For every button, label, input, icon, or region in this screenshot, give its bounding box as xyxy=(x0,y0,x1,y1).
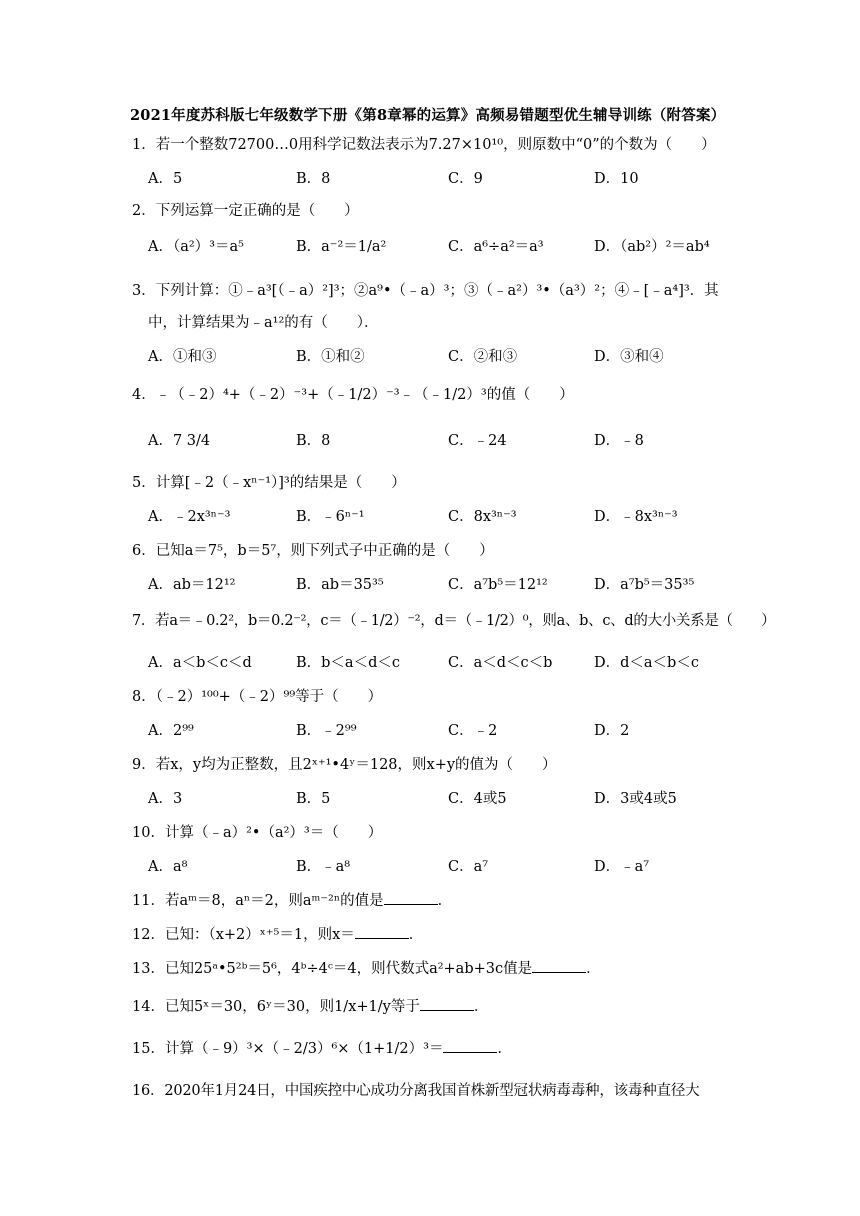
question-1: 1．若一个整数72700…0用科学记数法表示为7.27×10¹⁰，则原数中“0”的个数为（ ） xyxy=(132,137,716,153)
question-10-options xyxy=(148,856,738,880)
document-title: 2021年度苏科版七年级数学下册《第8章幂的运算》高频易错题型优生辅导训练（附答案） xyxy=(130,107,726,124)
option-d: D．③和④ xyxy=(594,349,664,365)
question-8: 8．（﹣2）¹⁰⁰+（﹣2）⁹⁹等于（ ） xyxy=(132,689,383,705)
question-9: 9．若x，y均为正整数，且2ˣ⁺¹•4ʸ＝128，则x+y的值为（ ） xyxy=(132,757,557,773)
question-11 xyxy=(132,890,738,912)
question-3: 3．下列计算：①﹣a³[（﹣a）²]³；②a⁹•（﹣a）³；③（﹣a²）³•（a³）²；④﹣[﹣a⁴]³．其 xyxy=(132,283,719,299)
question-11-text: 11．若aᵐ＝8，aⁿ＝2，则aᵐ⁻²ⁿ的值是 xyxy=(132,893,384,909)
option-c: C．﹣2 xyxy=(448,723,498,739)
question-7-options xyxy=(148,652,738,676)
option-a: A．a＜b＜c＜d xyxy=(148,655,252,671)
option-a: A．ab＝12¹² xyxy=(148,577,236,593)
option-c: C．a＜d＜c＜b xyxy=(448,655,553,671)
question-6-options xyxy=(148,574,738,598)
question-3-options xyxy=(148,346,738,370)
option-d: D．﹣a⁷ xyxy=(594,859,650,875)
question-1-options xyxy=(148,168,738,192)
option-a: A．2⁹⁹ xyxy=(148,723,194,739)
question-5: 5．计算[﹣2（﹣xⁿ⁻¹）]³的结果是（ ） xyxy=(132,475,406,491)
question-6: 6．已知a＝7⁵，b＝5⁷，则下列式子中正确的是（ ） xyxy=(132,543,494,559)
option-b: B．﹣2⁹⁹ xyxy=(296,723,357,739)
option-d: D．﹣8 xyxy=(594,433,644,449)
option-d: D．2 xyxy=(594,723,630,739)
question-7: 7．若a＝﹣0.2²，b＝0.2⁻²，c＝（﹣1/2）⁻²，d＝（﹣1/2）⁰，则a、b、c、d的大小关系是（ ） xyxy=(132,613,776,629)
option-a: A．①和③ xyxy=(148,349,217,365)
question-14 xyxy=(132,996,738,1018)
option-c: C．a⁷b⁵＝12¹² xyxy=(448,577,548,593)
question-4-options xyxy=(148,430,738,454)
question-12 xyxy=(132,924,738,946)
option-b: B．ab＝35³⁵ xyxy=(296,577,384,593)
question-2: 2．下列运算一定正确的是（ ） xyxy=(132,203,359,219)
option-b: B．﹣a⁸ xyxy=(296,859,351,875)
answer-blank xyxy=(443,1038,497,1053)
option-b: B．a⁻²＝1/a² xyxy=(296,239,387,255)
question-13-end: ． xyxy=(586,961,601,977)
option-c: C．﹣24 xyxy=(448,433,507,449)
question-3-continued: 中，计算结果为﹣a¹²的有（ ）． xyxy=(148,315,379,331)
option-d: D．a⁷b⁵＝35³⁵ xyxy=(594,577,695,593)
option-b: B．5 xyxy=(296,791,331,807)
answer-blank xyxy=(420,996,474,1011)
option-a: A．（a²）³＝a⁵ xyxy=(148,239,244,255)
question-12-text: 12．已知：（x+2）ˣ⁺⁵＝1，则x＝ xyxy=(132,927,355,943)
option-d: D．10 xyxy=(594,171,639,187)
answer-blank xyxy=(355,924,409,939)
question-11-end: ． xyxy=(437,893,453,909)
question-12-end: ． xyxy=(408,927,424,943)
answer-blank xyxy=(384,890,438,905)
option-d: D．d＜a＜b＜c xyxy=(594,655,699,671)
option-c: C．a⁷ xyxy=(448,859,489,875)
question-9-options xyxy=(148,788,738,812)
option-d: D．（ab²）²＝ab⁴ xyxy=(594,239,710,255)
question-4: 4．﹣（﹣2）⁴+（﹣2）⁻³+（﹣1/2）⁻³﹣（﹣1/2）³的值（ ） xyxy=(132,387,574,403)
option-c: C．②和③ xyxy=(448,349,518,365)
question-14-end: ． xyxy=(473,999,489,1015)
question-15 xyxy=(132,1038,738,1060)
option-b: B．8 xyxy=(296,171,331,187)
option-a: A．3 xyxy=(148,791,183,807)
question-13 xyxy=(132,958,738,980)
option-a: A．﹣2x³ⁿ⁻³ xyxy=(148,509,231,525)
question-5-options xyxy=(148,506,738,530)
option-c: C．4或5 xyxy=(448,791,507,807)
option-b: B．8 xyxy=(296,433,331,449)
option-b: B．b＜a＜d＜c xyxy=(296,655,400,671)
option-b: B．①和② xyxy=(296,349,365,365)
option-c: C．9 xyxy=(448,171,483,187)
option-d: D．﹣8x³ⁿ⁻³ xyxy=(594,509,678,525)
option-d: D．3或4或5 xyxy=(594,791,677,807)
option-c: C．8x³ⁿ⁻³ xyxy=(448,509,517,525)
answer-blank xyxy=(532,958,586,973)
question-15-end: ． xyxy=(497,1041,512,1057)
option-b: B．﹣6ⁿ⁻¹ xyxy=(296,509,365,525)
question-8-options xyxy=(148,720,738,744)
question-14-text: 14．已知5ˣ＝30，6ʸ＝30，则1/x+1/y等于 xyxy=(132,999,420,1015)
question-2-options xyxy=(148,236,738,260)
question-13-text: 13．已知25ᵃ•5²ᵇ＝5⁶，4ᵇ÷4ᶜ＝4，则代数式a²+ab+3c值是 xyxy=(132,961,533,977)
question-16: 16．2020年1月24日，中国疾控中心成功分离我国首株新型冠状病毒毒种，该毒种直径大 xyxy=(132,1083,700,1099)
question-15-text: 15．计算（﹣9）³×（﹣2/3）⁶×（1+1/2）³＝ xyxy=(132,1041,444,1057)
option-a: A．5 xyxy=(148,171,183,187)
option-a: A．a⁸ xyxy=(148,859,188,875)
option-c: C．a⁶÷a²＝a³ xyxy=(448,239,544,255)
option-a: A．7 3/4 xyxy=(148,433,211,449)
question-10: 10．计算（﹣a）²•（a²）³＝（ ） xyxy=(132,825,383,841)
